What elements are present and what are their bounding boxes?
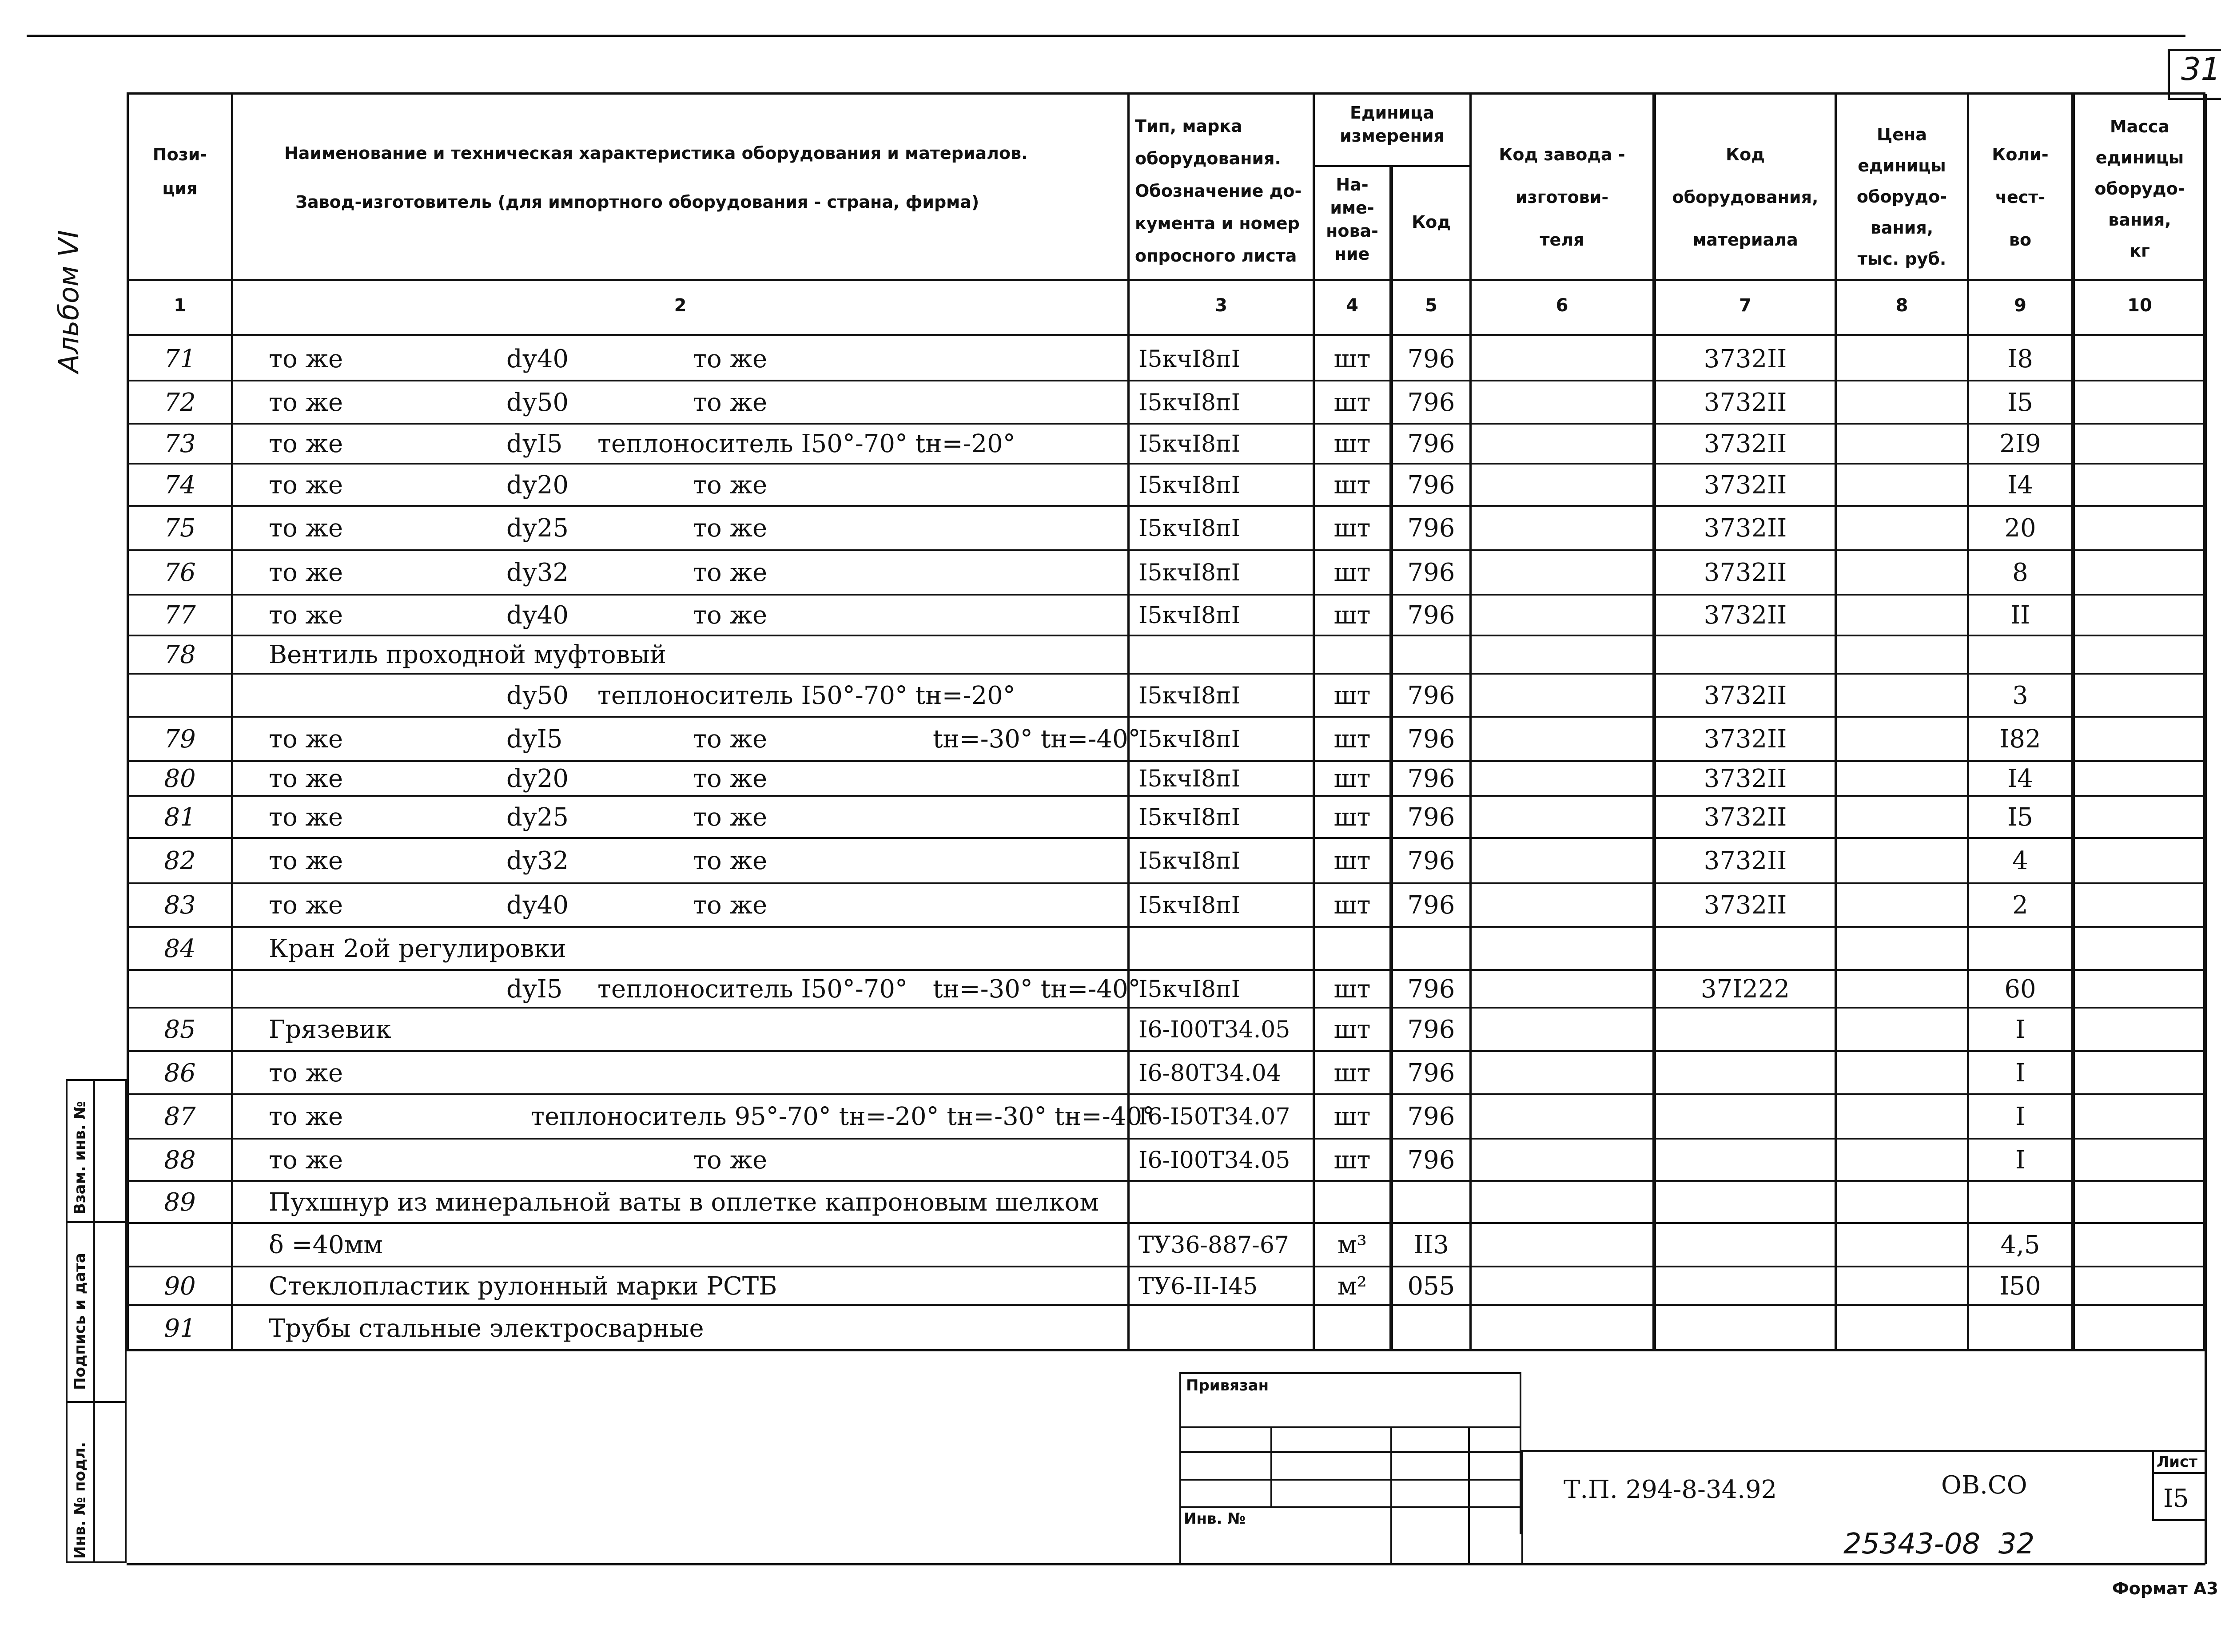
col-line-7 bbox=[1835, 92, 1837, 1351]
row-line bbox=[127, 505, 2205, 507]
row-diameter: dу50 bbox=[506, 681, 569, 710]
col-line-4 bbox=[1389, 165, 1393, 1351]
row-position: 71 bbox=[164, 345, 196, 373]
row-qty: I bbox=[2015, 1058, 2026, 1088]
row-diameter: dу25 bbox=[506, 802, 569, 832]
row-spec: то же bbox=[693, 1145, 768, 1175]
side-fields-split bbox=[93, 1079, 95, 1563]
row-line bbox=[127, 1007, 2205, 1009]
row-position: 87 bbox=[164, 1102, 196, 1131]
privyazan-label: Привязан bbox=[1186, 1377, 1269, 1394]
header-bottom-line bbox=[127, 279, 2205, 281]
row-spec: то же bbox=[693, 470, 768, 500]
row-unit: шт bbox=[1333, 345, 1371, 373]
row-unit: шт bbox=[1333, 974, 1371, 1004]
row-unit-code: 796 bbox=[1407, 429, 1455, 458]
col-line-1 bbox=[231, 92, 233, 1351]
row-name: то же bbox=[269, 1145, 343, 1175]
row-line bbox=[127, 380, 2205, 381]
header-price: Цена единицы оборудо- вания, тыс. руб. bbox=[1856, 125, 1947, 269]
row-qty: 2 bbox=[2012, 891, 2028, 920]
row-position: 90 bbox=[164, 1271, 196, 1301]
row-equip-code: 3732II bbox=[1704, 601, 1787, 630]
row-spec: то же bbox=[693, 345, 768, 373]
row-qty: I50 bbox=[1999, 1271, 2041, 1301]
side-fields-line-1 bbox=[66, 1221, 127, 1223]
row-type: I5кчI8пI bbox=[1138, 346, 1241, 373]
header-unit-name: На- име- нова- ние bbox=[1326, 175, 1378, 264]
row-position: 73 bbox=[164, 429, 196, 458]
row-line bbox=[127, 1050, 2205, 1052]
row-unit-code: 796 bbox=[1407, 1102, 1455, 1131]
row-line bbox=[127, 594, 2205, 596]
row-temps: tн=-30° tн=-40° bbox=[933, 974, 1141, 1004]
col-line-5 bbox=[1469, 92, 1472, 1351]
row-diameter: dу32 bbox=[506, 558, 569, 587]
sheet-label: Лист bbox=[2157, 1453, 2197, 1471]
row-unit: м² bbox=[1337, 1271, 1367, 1301]
row-line bbox=[127, 1304, 2205, 1306]
row-diameter: dу32 bbox=[506, 846, 569, 875]
privyazan-vline-2 bbox=[1390, 1426, 1392, 1563]
archive-number: 25343-08 32 bbox=[1843, 1528, 2035, 1561]
row-position: 80 bbox=[164, 764, 196, 793]
row-line bbox=[127, 1266, 2205, 1267]
row-line bbox=[127, 635, 2205, 636]
inv-no-label: Инв. № bbox=[1184, 1510, 1246, 1528]
row-name: то же bbox=[269, 388, 343, 417]
row-spec: то же bbox=[693, 601, 768, 630]
row-name: то же bbox=[269, 470, 343, 500]
row-unit-code: 796 bbox=[1407, 846, 1455, 875]
row-name: то же bbox=[269, 1058, 343, 1088]
privyazan-line-3 bbox=[1179, 1479, 1521, 1481]
row-qty: I bbox=[2015, 1145, 2026, 1175]
header-unit: Единица измерения bbox=[1340, 103, 1445, 146]
row-line bbox=[127, 969, 2205, 971]
side-field-inv-podl: Инв. № подл. bbox=[71, 1442, 89, 1559]
album-label: Альбом VI bbox=[52, 230, 85, 373]
row-qty: I bbox=[2015, 1015, 2026, 1044]
row-qty: 20 bbox=[2004, 514, 2036, 543]
sheet-number: I5 bbox=[2163, 1484, 2189, 1513]
row-qty: 4,5 bbox=[2000, 1231, 2040, 1259]
header-name-line1: Наименование и техническая характеристика оборудования и материалов. bbox=[284, 143, 1028, 163]
row-diameter: dу40 bbox=[506, 601, 569, 630]
colnum-10: 10 bbox=[2127, 295, 2152, 316]
row-name: δ =40мм bbox=[269, 1231, 383, 1259]
privyazan-vline-4 bbox=[1179, 1506, 1181, 1563]
row-equip-code: 3732II bbox=[1704, 764, 1787, 793]
row-unit: шт bbox=[1333, 1102, 1371, 1131]
colnum-1: 1 bbox=[174, 295, 186, 316]
row-unit-code: 796 bbox=[1407, 470, 1455, 500]
row-unit-code: II3 bbox=[1413, 1231, 1449, 1259]
row-unit-code: 796 bbox=[1407, 974, 1455, 1004]
row-unit-code: 796 bbox=[1407, 1145, 1455, 1175]
row-name: то же bbox=[269, 1102, 343, 1131]
row-qty: I4 bbox=[2007, 764, 2033, 793]
row-name: то же bbox=[269, 891, 343, 920]
row-position: 82 bbox=[164, 846, 196, 875]
row-position: 74 bbox=[164, 470, 196, 500]
stamp-left-line bbox=[1521, 1450, 1523, 1563]
row-unit-code: 796 bbox=[1407, 1058, 1455, 1088]
row-qty: 4 bbox=[2012, 846, 2028, 875]
row-qty: I4 bbox=[2007, 470, 2033, 500]
row-type: I5кчI8пI bbox=[1138, 848, 1241, 874]
row-name: Пухшнур из минеральной ваты в оплетке капроновым шелком bbox=[269, 1187, 1099, 1217]
row-diameter: dуI5 bbox=[506, 974, 563, 1004]
privyazan-vline-1 bbox=[1270, 1426, 1272, 1506]
row-equip-code: 3732II bbox=[1704, 345, 1787, 373]
row-unit-code: 796 bbox=[1407, 764, 1455, 793]
row-type: I6-I00Т34.05 bbox=[1138, 1147, 1290, 1174]
row-type: I5кчI8пI bbox=[1138, 602, 1241, 629]
stamp-top-line bbox=[1521, 1450, 2205, 1452]
row-line bbox=[127, 423, 2205, 425]
row-position: 89 bbox=[164, 1187, 196, 1217]
row-qty: I82 bbox=[1999, 725, 2041, 754]
row-spec: то же bbox=[693, 558, 768, 587]
header-name-line2: Завод-изготовитель (для импортного оборудования - страна, фирма) bbox=[295, 192, 979, 212]
row-equip-code: 3732II bbox=[1704, 681, 1787, 710]
header-equip-code: Код оборудования, материала bbox=[1672, 145, 1819, 250]
row-spec: то же bbox=[693, 802, 768, 832]
row-unit: шт bbox=[1333, 681, 1371, 710]
colnum-6: 6 bbox=[1556, 295, 1568, 316]
row-unit-code: 796 bbox=[1407, 725, 1455, 754]
row-type: ТУ36-887-67 bbox=[1138, 1232, 1289, 1259]
frame-bottom-line bbox=[127, 1563, 2205, 1565]
row-line bbox=[127, 463, 2205, 465]
sheet-no-split bbox=[2152, 1472, 2205, 1474]
top-border-line bbox=[27, 35, 2185, 37]
colnum-7: 7 bbox=[1739, 295, 1751, 316]
row-unit: шт bbox=[1333, 725, 1371, 754]
colnum-8: 8 bbox=[1895, 295, 1908, 316]
row-position: 83 bbox=[164, 891, 196, 920]
header-qty: Коли- чест- во bbox=[1992, 145, 2049, 250]
row-spec: то же bbox=[693, 764, 768, 793]
row-line bbox=[127, 795, 2205, 797]
colnum-2: 2 bbox=[674, 295, 687, 316]
privyazan-line-1 bbox=[1179, 1426, 1521, 1428]
row-qty: 2I9 bbox=[1999, 429, 2041, 458]
row-line bbox=[127, 549, 2205, 551]
side-field-vzam: Взам. инв. № bbox=[71, 1101, 89, 1215]
row-name: Стеклопластик рулонный марки РСТБ bbox=[269, 1271, 777, 1301]
row-name: то же bbox=[269, 725, 343, 754]
row-unit-code: 055 bbox=[1407, 1271, 1455, 1301]
row-type: I5кчI8пI bbox=[1138, 472, 1241, 499]
row-name: то же bbox=[269, 514, 343, 543]
privyazan-line-4 bbox=[1179, 1506, 1521, 1508]
row-equip-code: 3732II bbox=[1704, 558, 1787, 587]
row-spec: теплоноситель 95°-70° tн=-20° tн=-30° tн=-40° bbox=[531, 1102, 1155, 1131]
row-spec: теплоноситель I50°-70° bbox=[597, 974, 908, 1004]
row-spec: то же bbox=[693, 891, 768, 920]
row-diameter: dу40 bbox=[506, 345, 569, 373]
row-qty: I5 bbox=[2007, 388, 2033, 417]
row-name: то же bbox=[269, 558, 343, 587]
row-spec: то же bbox=[693, 514, 768, 543]
row-position: 75 bbox=[164, 514, 196, 543]
row-unit: шт bbox=[1333, 601, 1371, 630]
row-spec: теплоноситель I50°-70° tн=-20° bbox=[597, 429, 1015, 458]
row-unit: м³ bbox=[1337, 1231, 1367, 1259]
row-diameter: dу40 bbox=[506, 891, 569, 920]
col-line-6 bbox=[1652, 92, 1656, 1351]
row-unit: шт bbox=[1333, 1015, 1371, 1044]
row-diameter: dуI5 bbox=[506, 725, 563, 754]
row-line bbox=[127, 1093, 2205, 1095]
colnum-9: 9 bbox=[2014, 295, 2026, 316]
row-unit: шт bbox=[1333, 846, 1371, 875]
row-unit-code: 796 bbox=[1407, 802, 1455, 832]
row-qty: I8 bbox=[2007, 345, 2033, 373]
row-position: 88 bbox=[164, 1145, 196, 1175]
row-unit: шт bbox=[1333, 764, 1371, 793]
row-name: то же bbox=[269, 345, 343, 373]
row-name: то же bbox=[269, 764, 343, 793]
row-type: I5кчI8пI bbox=[1138, 389, 1241, 416]
row-qty: 60 bbox=[2004, 974, 2036, 1004]
row-line bbox=[127, 1180, 2205, 1182]
row-temps: tн=-30° tн=-40° bbox=[933, 725, 1141, 754]
colnum-5: 5 bbox=[1425, 295, 1437, 316]
row-unit-code: 796 bbox=[1407, 345, 1455, 373]
row-diameter: dуI5 bbox=[506, 429, 563, 458]
sheet-corner-number: 31 bbox=[2181, 51, 2221, 87]
row-type: I6-80Т34.04 bbox=[1138, 1060, 1281, 1087]
row-unit: шт bbox=[1333, 388, 1371, 417]
row-unit-code: 796 bbox=[1407, 388, 1455, 417]
row-qty: 3 bbox=[2012, 681, 2028, 710]
row-equip-code: 3732II bbox=[1704, 891, 1787, 920]
doc-code: Т.П. 294-8-34.92 bbox=[1564, 1475, 1777, 1504]
row-name: то же bbox=[269, 802, 343, 832]
row-spec: то же bbox=[693, 725, 768, 754]
row-unit: шт bbox=[1333, 1145, 1371, 1175]
row-type: I6-I00Т34.05 bbox=[1138, 1017, 1290, 1043]
row-type: I5кчI8пI bbox=[1138, 682, 1241, 709]
privyazan-vline-3 bbox=[1468, 1426, 1470, 1563]
row-name: Трубы стальные электросварные bbox=[269, 1314, 704, 1343]
row-position: 76 bbox=[164, 558, 196, 587]
row-type: I5кчI8пI bbox=[1138, 726, 1241, 753]
row-diameter: dу20 bbox=[506, 764, 569, 793]
sheet-corner-box-left bbox=[2168, 49, 2170, 98]
header-position: Пози- ция bbox=[152, 145, 207, 198]
section-code: ОВ.СО bbox=[1941, 1471, 2027, 1500]
row-qty: I5 bbox=[2007, 802, 2033, 832]
row-type: I6-I50Т34.07 bbox=[1138, 1104, 1290, 1130]
row-position: 85 bbox=[164, 1015, 196, 1044]
row-qty: 8 bbox=[2012, 558, 2028, 587]
row-type: ТУ6-II-I45 bbox=[1138, 1273, 1258, 1300]
row-equip-code: 3732II bbox=[1704, 846, 1787, 875]
row-spec: то же bbox=[693, 388, 768, 417]
row-position: 78 bbox=[164, 640, 196, 669]
row-position: 86 bbox=[164, 1058, 196, 1088]
row-unit-code: 796 bbox=[1407, 891, 1455, 920]
row-unit-code: 796 bbox=[1407, 601, 1455, 630]
colnum-4: 4 bbox=[1346, 295, 1358, 316]
row-unit: шт bbox=[1333, 470, 1371, 500]
row-unit: шт bbox=[1333, 514, 1371, 543]
row-type: I5кчI8пI bbox=[1138, 892, 1241, 919]
row-line bbox=[127, 1222, 2205, 1224]
row-line bbox=[127, 926, 2205, 928]
row-diameter: dу25 bbox=[506, 514, 569, 543]
row-equip-code: 3732II bbox=[1704, 388, 1787, 417]
row-position: 72 bbox=[164, 388, 196, 417]
row-name: Грязевик bbox=[269, 1015, 391, 1044]
row-unit-code: 796 bbox=[1407, 514, 1455, 543]
row-type: I5кчI8пI bbox=[1138, 560, 1241, 586]
colnum-3: 3 bbox=[1215, 295, 1227, 316]
row-line bbox=[127, 716, 2205, 718]
row-unit: шт bbox=[1333, 429, 1371, 458]
row-line bbox=[127, 1138, 2205, 1140]
row-equip-code: 3732II bbox=[1704, 514, 1787, 543]
header-unit-code: Код bbox=[1412, 212, 1451, 232]
row-name: Вентиль проходной муфтовый bbox=[269, 640, 667, 669]
row-diameter: dу50 bbox=[506, 388, 569, 417]
row-spec: теплоноситель I50°-70° tн=-20° bbox=[597, 681, 1015, 710]
col-line-2 bbox=[1127, 92, 1130, 1351]
row-position: 91 bbox=[164, 1314, 196, 1343]
side-fields-line-2 bbox=[66, 1401, 127, 1403]
privyazan-line-2 bbox=[1179, 1451, 1521, 1453]
header-mass: Масса единицы оборудо- вания, кг bbox=[2094, 117, 2185, 261]
row-unit: шт bbox=[1333, 802, 1371, 832]
row-equip-code: 3732II bbox=[1704, 725, 1787, 754]
row-position: 77 bbox=[164, 601, 196, 630]
row-type: I5кчI8пI bbox=[1138, 766, 1241, 792]
row-qty: I bbox=[2015, 1102, 2026, 1131]
row-name: Кран 2ой регулировки bbox=[269, 934, 566, 963]
row-type: I5кчI8пI bbox=[1138, 431, 1241, 457]
row-line bbox=[127, 882, 2205, 884]
row-name: то же bbox=[269, 429, 343, 458]
row-line bbox=[127, 760, 2205, 762]
row-equip-code: 3732II bbox=[1704, 802, 1787, 832]
row-unit-code: 796 bbox=[1407, 681, 1455, 710]
format-label: Формат А3 bbox=[2112, 1579, 2218, 1598]
row-unit: шт bbox=[1333, 558, 1371, 587]
row-type: I5кчI8пI bbox=[1138, 804, 1241, 831]
header-factory-code: Код завода - изготови- теля bbox=[1499, 145, 1625, 250]
row-line bbox=[127, 673, 2205, 675]
row-name: то же bbox=[269, 601, 343, 630]
row-unit: шт bbox=[1333, 891, 1371, 920]
row-position: 79 bbox=[164, 725, 196, 754]
row-unit-code: 796 bbox=[1407, 1015, 1455, 1044]
header-type: Тип, марка оборудования. Обозначение до- кумента и номер опросного листа bbox=[1135, 116, 1302, 266]
row-position: 81 bbox=[164, 802, 196, 832]
row-equip-code: 37I222 bbox=[1700, 974, 1790, 1004]
colnum-bottom-line bbox=[127, 334, 2205, 336]
row-qty: II bbox=[2010, 601, 2030, 630]
row-type: I5кчI8пI bbox=[1138, 976, 1241, 1003]
row-unit: шт bbox=[1333, 1058, 1371, 1088]
row-name: то же bbox=[269, 846, 343, 875]
row-diameter: dу20 bbox=[506, 470, 569, 500]
col-line-9 bbox=[2071, 92, 2075, 1351]
row-unit-code: 796 bbox=[1407, 558, 1455, 587]
row-line bbox=[127, 837, 2205, 839]
row-equip-code: 3732II bbox=[1704, 470, 1787, 500]
row-type: I5кчI8пI bbox=[1138, 515, 1241, 542]
row-spec: то же bbox=[693, 846, 768, 875]
side-field-podpis: Подпись и дата bbox=[71, 1253, 89, 1390]
row-position: 84 bbox=[164, 934, 196, 963]
row-equip-code: 3732II bbox=[1704, 429, 1787, 458]
